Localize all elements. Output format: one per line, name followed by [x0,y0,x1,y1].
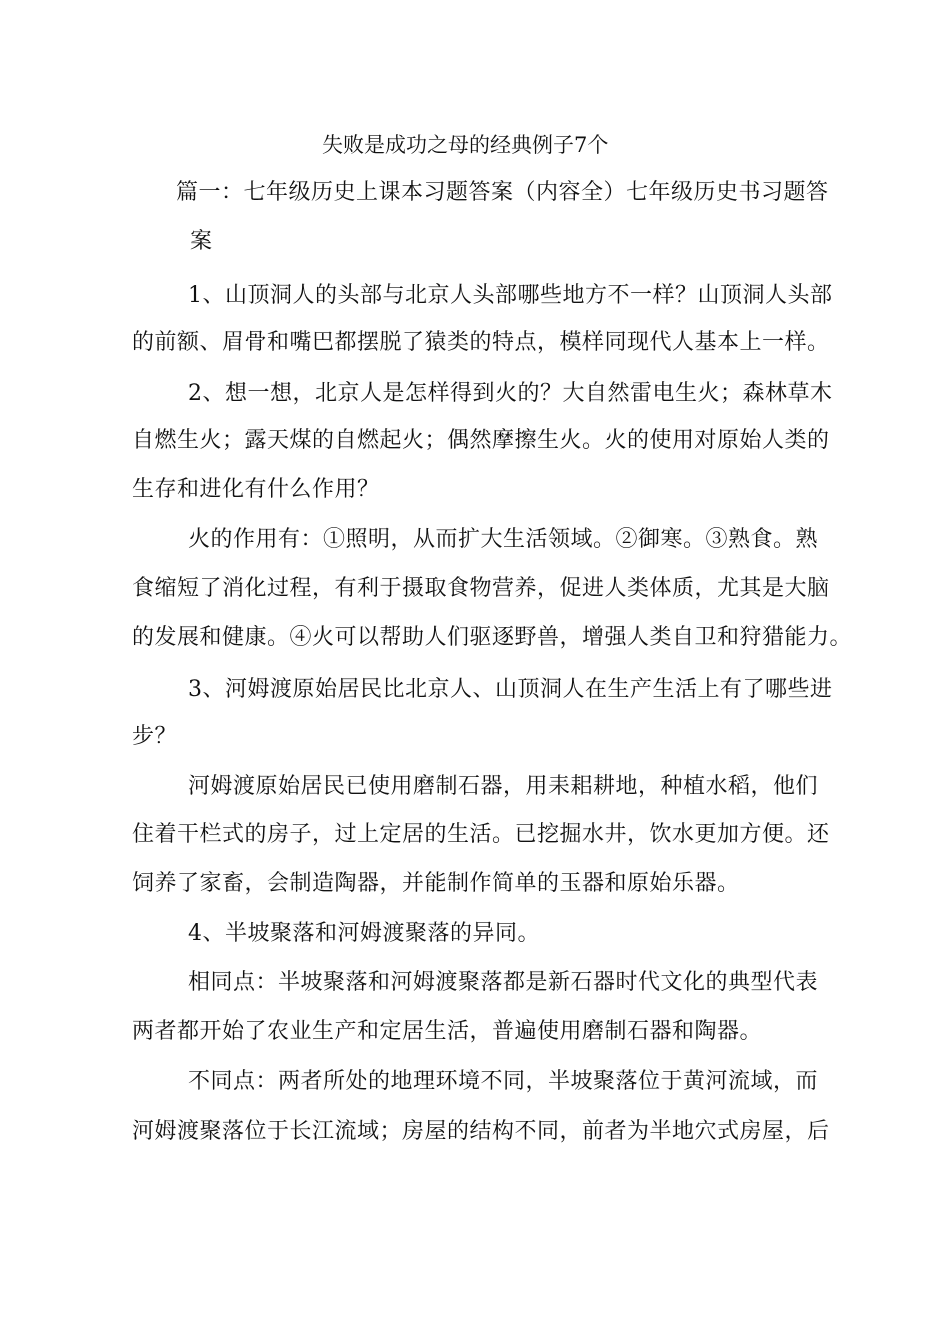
paragraph-line: 住着干栏式的房子，过上定居的生活。已挖掘水井，饮水更加方便。还 [132,822,830,847]
paragraph-line: 案 [190,229,213,254]
paragraph-line: 4、半坡聚落和河姆渡聚落的异同。 [188,921,540,946]
paragraph-line: 饲养了家畜，会制造陶器，并能制作简单的玉器和原始乐器。 [132,871,740,896]
paragraph-line: 生存和进化有什么作用？ [132,477,380,502]
paragraph-line: 食缩短了消化过程，有利于摄取食物营养，促进人类体质，尤其是大脑 [132,576,830,601]
paragraph-line: 的发展和健康。④火可以帮助人们驱逐野兽，增强人类自卫和狩猎能力。 [132,625,853,650]
paragraph-line: 相同点：半坡聚落和河姆渡聚落都是新石器时代文化的典型代表 [188,970,819,995]
paragraph-line: 步？ [132,724,178,749]
paragraph-line: 河姆渡聚落位于长江流域；房屋的结构不同，前者为半地穴式房屋，后 [132,1119,830,1144]
paragraph-line: 1、山顶洞人的头部与北京人头部哪些地方不一样？山顶洞人头部 [188,283,833,308]
page-title: 失败是成功之母的经典例子7个 [322,133,609,157]
paragraph-line: 篇一：七年级历史上课本习题答案（内容全）七年级历史书习题答 [176,180,829,205]
paragraph-line: 两者都开始了农业生产和定居生活，普遍使用磨制石器和陶器。 [132,1019,763,1044]
paragraph-line: 不同点：两者所处的地理环境不同，半坡聚落位于黄河流域，而 [188,1069,819,1094]
paragraph-line: 的前额、眉骨和嘴巴都摆脱了猿类的特点，模样同现代人基本上一样。 [132,330,830,355]
paragraph-line: 河姆渡原始居民已使用磨制石器，用耒耜耕地，种植水稻，他们 [188,774,819,799]
paragraph-line: 2、想一想，北京人是怎样得到火的？大自然雷电生火；森林草木 [188,381,833,406]
paragraph-line: 3、河姆渡原始居民比北京人、山顶洞人在生产生活上有了哪些进 [188,677,833,702]
paragraph-line: 自燃生火；露天煤的自燃起火；偶然摩擦生火。火的使用对原始人类的 [132,428,830,453]
paragraph-line: 火的作用有：①照明，从而扩大生活领域。②御寒。③熟食。熟 [188,527,819,552]
